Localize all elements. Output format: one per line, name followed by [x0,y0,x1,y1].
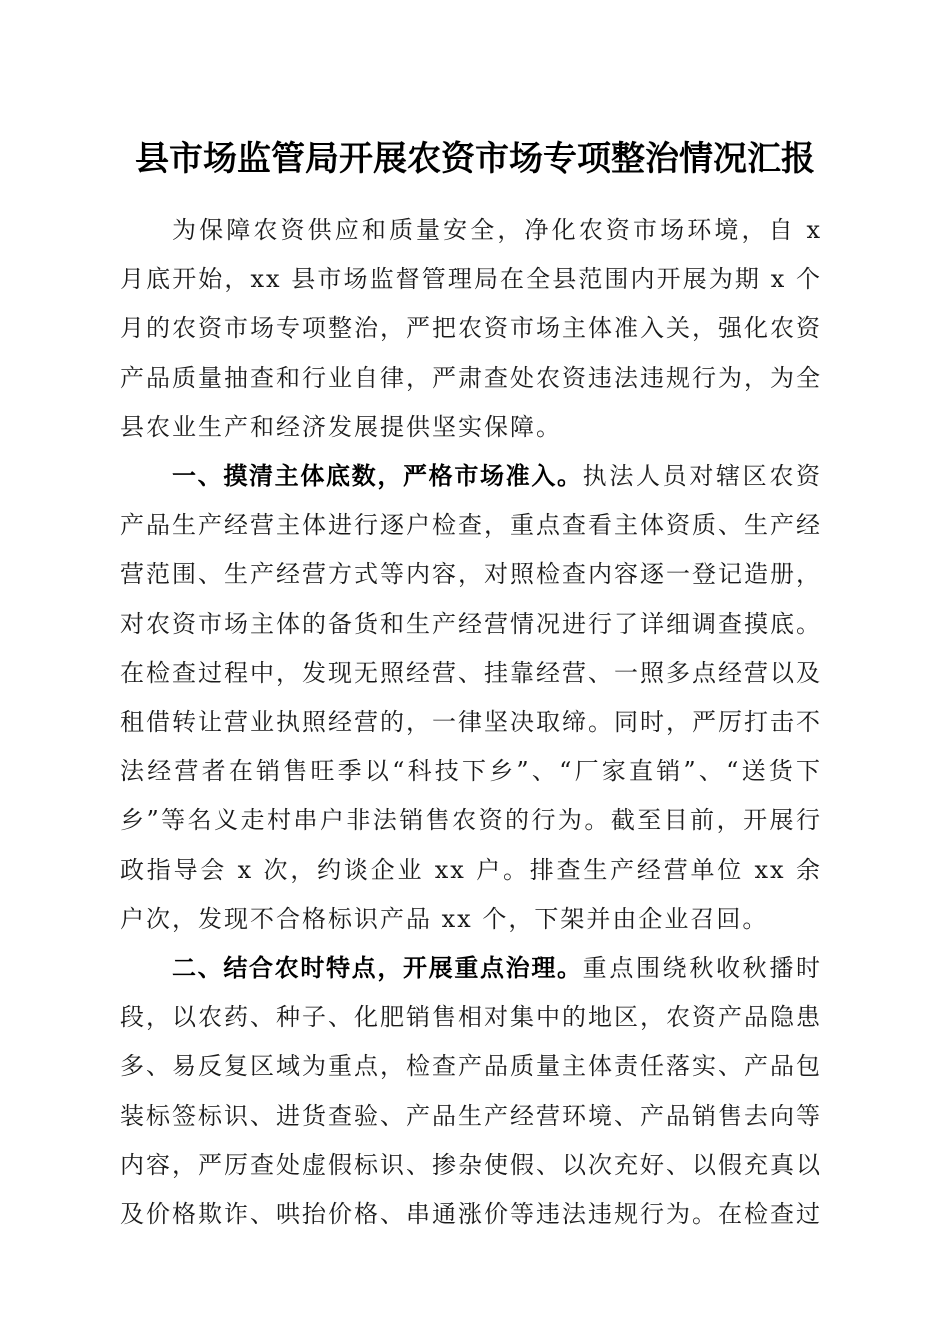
document-body [120,206,822,1239]
section-text-1: 执法人员对辖区农资产品生产经营主体进行逐户检查，重点查看主体资质、生产经营范围、生产经营方式等内容，对照检查内容逐一登记造册，对农资市场主体的备货和生产经营情况进行了详细调查摸底。在检查过程中，发现无照经营、挂靠经营、一照多点经营以及租借转让营业执照经营的，一律坚决取缔。同时，严厉打击不法经营者在销售旺季以“科技下乡”、“厂家直销”、“送货下乡”等名义走村串户非法销售农资的行为。截至目前，开展行政指导会 x 次，约谈企业 xx 户。排查生产经营单位 xx 余户次，发现不合格标识产品 xx 个，下架并由企业召回。 [120,462,823,933]
intro-paragraph: 为保障农资供应和质量安全，净化农资市场环境，自 x 月底开始，xx 县市场监督管理局在全县范围内开展为期 x 个月的农资市场专项整治，严把农资市场主体准入关，强化农资产品质量抽查和行业自律，严肃查处农资违法违规行为，为全县农业生产和经济发展提供坚实保障。 [120,216,822,441]
section-paragraph-2 [120,944,822,1239]
document-title: 县市场监管局开展农资市场专项整治情况汇报 [135,139,815,179]
section-paragraph-1 [120,452,822,944]
section-heading-1: 一、摸清主体底数，严格市场准入。 [172,462,583,491]
section-heading-2: 二、结合农时特点，开展重点治理。 [172,954,583,983]
section-text-2: 重点围绕秋收秋播时段，以农药、种子、化肥销售相对集中的地区，农资产品隐患多、易反复区域为重点，检查产品质量主体责任落实、产品包装标签标识、进货查验、产品生产经营环境、产品销售去向等内容，严厉查处虚假标识、掺杂使假、以次充好、以假充真以及价格欺诈、哄抬价格、串通涨价等违法违规行为。在检查过 [120,954,823,1229]
